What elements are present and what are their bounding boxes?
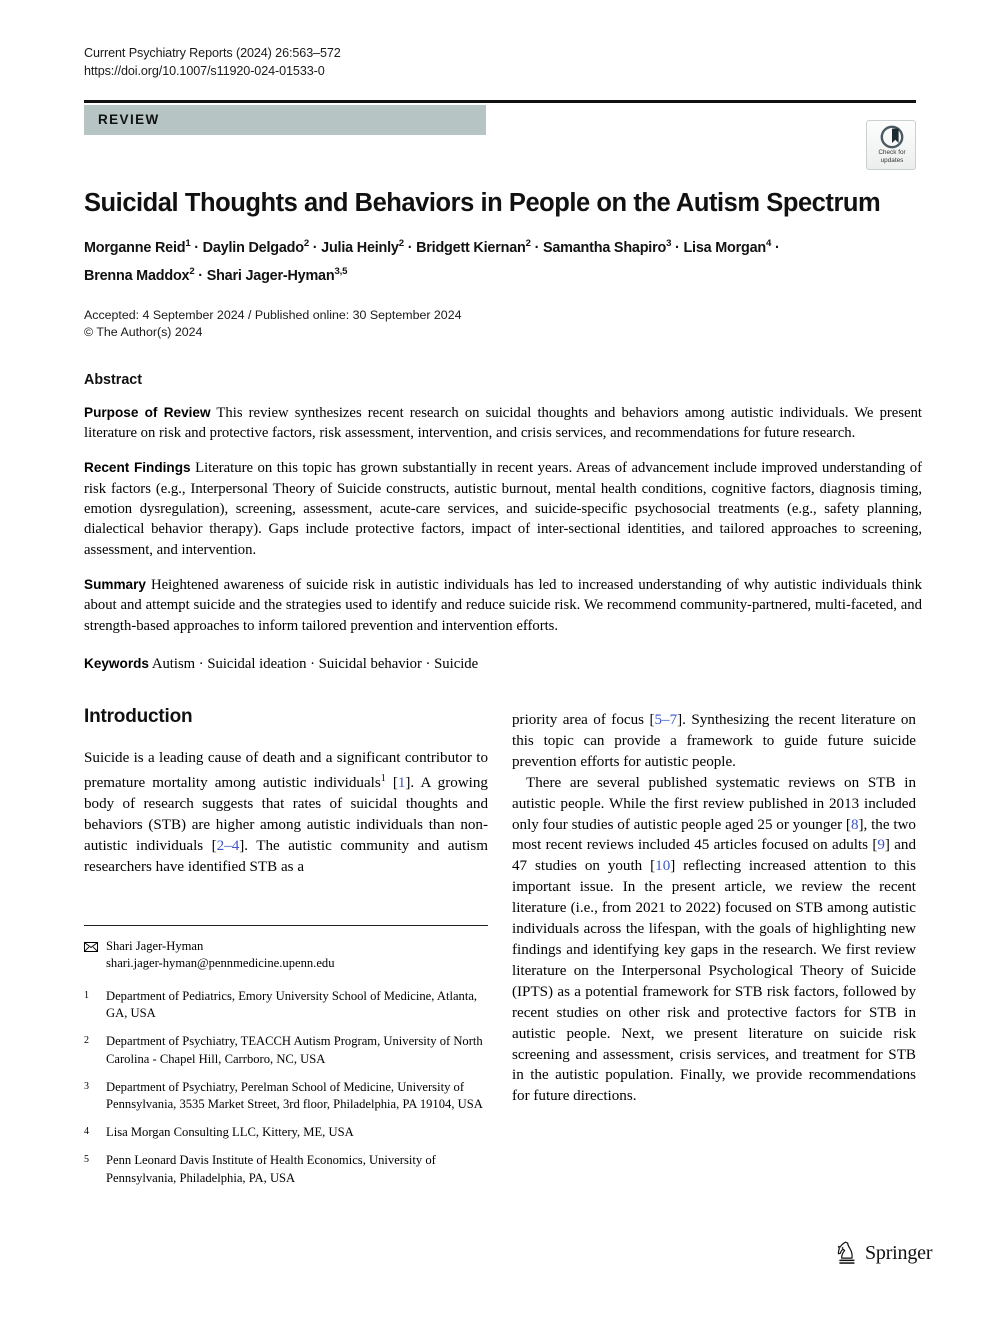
abstract-purpose-text: This review synthesizes recent research on suicidal thoughts and behaviors among autistic individuals. We present literature on risk and protective factors, risk assessment, intervention, and crisis services, and recommendations for future research. <box>84 404 922 442</box>
accepted-published-line: Accepted: 4 September 2024 / Published online: 30 September 2024 <box>84 308 462 322</box>
affiliation-item <box>84 1033 494 1067</box>
abstract-summary-label: Summary <box>84 576 146 592</box>
crossmark-caption-line2: updates <box>880 156 904 164</box>
affiliation-item <box>84 1079 494 1113</box>
abstract-section <box>84 372 922 674</box>
journal-header <box>84 45 341 80</box>
footnote-divider-rule <box>84 925 488 926</box>
copyright-line: © The Author(s) 2024 <box>84 325 203 339</box>
correspondence-block <box>84 938 494 972</box>
article-type-label: REVIEW <box>98 112 160 127</box>
crossmark-caption <box>867 149 917 164</box>
affiliations-list <box>84 988 494 1198</box>
affiliation-number: 1 <box>84 990 89 1001</box>
abstract-heading: Abstract <box>84 372 142 388</box>
check-for-updates-badge[interactable] <box>866 120 916 170</box>
affiliation-text: Department of Pediatrics, Emory University School of Medicine, Atlanta, GA, USA <box>106 989 478 1021</box>
abstract-findings-paragraph <box>84 458 922 560</box>
body-column-left <box>84 706 488 877</box>
affiliation-number: 2 <box>84 1035 89 1047</box>
affiliation-text: Department of Psychiatry, TEACCH Autism Program, University of North Carolina - Chapel Hill, Carrboro, NC, USA <box>106 1034 483 1066</box>
article-type-banner <box>84 105 486 135</box>
author-line-2[interactable]: Brenna Maddox$^2$ · Shari Jager-Hyman$^{3,5}$ <box>84 265 348 284</box>
envelope-icon <box>84 938 106 957</box>
affiliation-number: 5 <box>84 1154 89 1166</box>
section-heading-introduction: Introduction <box>84 706 193 727</box>
article-title: Suicidal Thoughts and Behaviors in People on the Autism Spectrum <box>84 189 881 218</box>
abstract-summary-paragraph <box>84 575 922 636</box>
abstract-purpose-paragraph <box>84 403 922 444</box>
affiliation-text: Penn Leonard Davis Institute of Health Economics, University of Pennsylvania, Philadelphia, PA, USA <box>106 1153 436 1185</box>
publisher-footer <box>836 1240 932 1266</box>
abstract-findings-label: Recent Findings <box>84 460 191 476</box>
affiliation-text: Lisa Morgan Consulting LLC, Kittery, ME, USA <box>106 1125 354 1140</box>
abstract-purpose-label: Purpose of Review <box>84 404 211 420</box>
crossmark-caption-line1: Check for <box>878 149 906 156</box>
journal-doi-link[interactable]: https://doi.org/10.1007/s11920-024-01533-0 <box>84 63 325 78</box>
keywords-values: Autism · Suicidal ideation · Suicidal behavior · Suicide <box>151 656 479 673</box>
body-column-right <box>512 710 916 1107</box>
keywords-line <box>84 654 922 674</box>
affiliation-number: 3 <box>84 1080 89 1092</box>
corresponding-author-email[interactable]: shari.jager-hyman@pennmedicine.upenn.edu <box>106 956 335 971</box>
abstract-summary-text: Heightened awareness of suicide risk in autistic individuals has led to increased understanding of why autistic individuals think about and attempt suicide and the strategies used to identify and reduce suicide risk. We recommend community-partnered, multi-faceted, and strength-based approaches to inform tailored prevention and intervention efforts. <box>84 576 922 634</box>
affiliation-item <box>84 988 494 1022</box>
intro-paragraph-1: Suicide is a leading cause of death and a significant contributor to premature mortality among autistic individuals$^1$ [1]. A growing body of research suggests that rates of suicidal thoughts and behaviors (STB) are higher among autistic individuals than non-autistic individuals [2–4]. The autistic community and autism researchers have identified STB as a <box>84 750 489 875</box>
author-line-1[interactable]: Morganne Reid$^1$ · Daylin Delgado$^2$ · Julia Heinly$^2$ · Bridgett Kiernan$^2$ · Samantha Shapiro$^3$ · Lisa Morgan$^4$ · <box>84 238 780 256</box>
affiliation-number: 4 <box>84 1126 89 1138</box>
affiliation-text: Department of Psychiatry, Perelman School of Medicine, University of Pennsylvania, 3535 Market Street, 3rd floor, Philadelphia, PA 19104, USA <box>106 1079 483 1112</box>
journal-citation-line: Current Psychiatry Reports (2024) 26:563–572 <box>84 46 341 60</box>
abstract-findings-text: Literature on this topic has grown substantially in recent years. Areas of advancement include improved understanding of risk factors (e.g., Interpersonal Theory of Suicide constructs, autistic burnout, mental health conditions, cognitive factors, diagnosis timing, emotion dysregulation), screening, assessment, acute-care services, and suicide-specific psychosocial treatments (e.g., safety planning, dialectical behavior therapy). Gaps include protective factors, impact of inter-sectional identities, and tailored approaches to screening, assessment, and intervention. <box>84 460 923 558</box>
springer-knight-logo-icon <box>836 1240 858 1266</box>
keywords-label: Keywords <box>84 656 149 672</box>
affiliation-item <box>84 1152 494 1186</box>
corresponding-author-name: Shari Jager-Hyman <box>106 939 204 953</box>
publication-dates <box>84 307 462 341</box>
intro-paragraph-1-continued: priority area of focus [5–7]. Synthesizing the recent literature on this topic can provide a framework to guide future suicide prevention efforts for autistic people. <box>512 712 916 770</box>
header-divider-rule <box>84 100 916 103</box>
intro-paragraph-2: There are several published systematic reviews on STB in autistic people. While the first review published in 2013 included only four studies of autistic people aged 25 or younger [8], the two most recent reviews included 45 articles focused on adults [9] and 47 studies on youth [10] reflecting increased attention to this important issue. In the present article, we review the recent literature (i.e., from 2021 to 2022) focused on STB among autistic individuals across the lifespan, with the goals of highlighting new findings and identifying key gaps in the research. We first review literature on the Interpersonal Psychological Theory of Suicide (IPTS) as a potential framework for STB risk factors, followed by recent studies on other risk and protective factors for STB in autistic people. Next, we present literature on suicide risk screening and assessment, crisis services, and treatment for STB in the autistic population. Finally, we provide recommendations for future directions. <box>512 774 916 1105</box>
affiliation-item <box>84 1124 494 1141</box>
crossmark-icon <box>880 125 904 149</box>
publisher-name: Springer <box>865 1241 933 1264</box>
author-list <box>84 232 929 288</box>
